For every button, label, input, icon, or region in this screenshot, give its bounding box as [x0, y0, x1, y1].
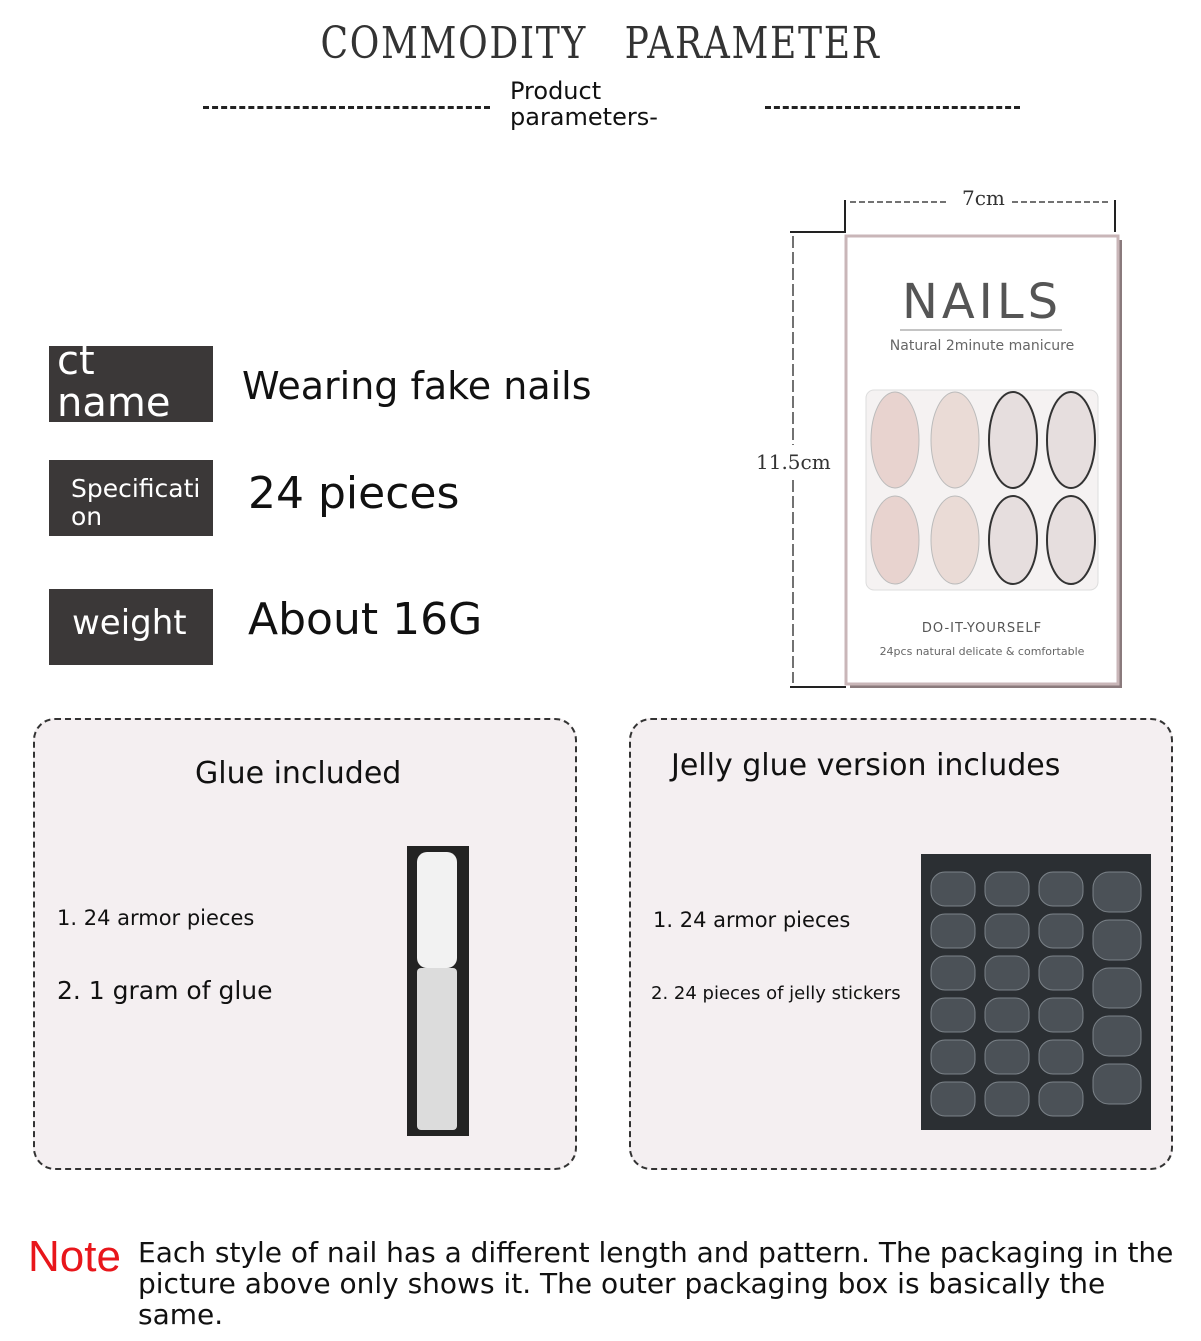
param-label-spec-line2: on	[71, 502, 103, 531]
jelly-panel-title: Jelly glue version includes	[671, 748, 1061, 783]
param-label-weight	[49, 589, 213, 665]
glue-item-2: 2. 1 gram of glue	[57, 976, 273, 1005]
subtitle	[510, 78, 658, 130]
glue-panel	[33, 718, 577, 1170]
param-label-name	[49, 346, 213, 422]
glue-tube-cap	[417, 852, 457, 968]
subtitle-line2: parameters-	[510, 103, 658, 131]
note-label: Note	[28, 1232, 121, 1281]
note-text	[138, 1237, 1188, 1330]
param-label-spec	[49, 460, 213, 536]
param-label-name-line2: name	[57, 380, 171, 422]
param-value-weight: About 16G	[248, 594, 483, 645]
note-line2: picture above only shows it. The outer packaging box is basically the same.	[138, 1267, 1106, 1331]
right-divider	[765, 106, 1020, 109]
jelly-item-1: 1. 24 armor pieces	[653, 908, 851, 932]
package-tagline: Natural 2minute manicure	[889, 338, 1075, 354]
jelly-stickers-image	[921, 854, 1153, 1132]
jelly-item-2: 2. 24 pieces of jelly stickers	[651, 983, 901, 1004]
glue-panel-title: Glue included	[195, 756, 402, 791]
glue-item-1: 1. 24 armor pieces	[57, 906, 255, 930]
package-footer1: DO-IT-YOURSELF	[921, 621, 1043, 636]
glue-tube-image	[405, 846, 475, 1138]
param-value-spec: 24 pieces	[248, 468, 460, 519]
width-dimension-label: 7cm	[962, 186, 1005, 210]
page-title: COMMODITY PARAMETER	[320, 18, 881, 69]
height-dimension-label: 11.5cm	[756, 450, 831, 474]
param-label-spec-line1: Specificati	[71, 474, 201, 503]
note-line1: Each style of nail has a different length and pattern. The packaging in the	[138, 1236, 1174, 1269]
param-label-weight-text: weight	[72, 603, 187, 643]
subtitle-line1: Product	[510, 77, 602, 105]
param-value-name: Wearing fake nails	[242, 364, 592, 408]
jelly-panel	[629, 718, 1173, 1170]
left-divider	[203, 106, 490, 109]
param-label-name-line1: ct	[57, 346, 95, 384]
glue-tube-body	[417, 968, 457, 1130]
package-footer2: 24pcs natural delicate & comfortable	[879, 645, 1085, 658]
package-brand: NAILS	[901, 274, 1063, 330]
